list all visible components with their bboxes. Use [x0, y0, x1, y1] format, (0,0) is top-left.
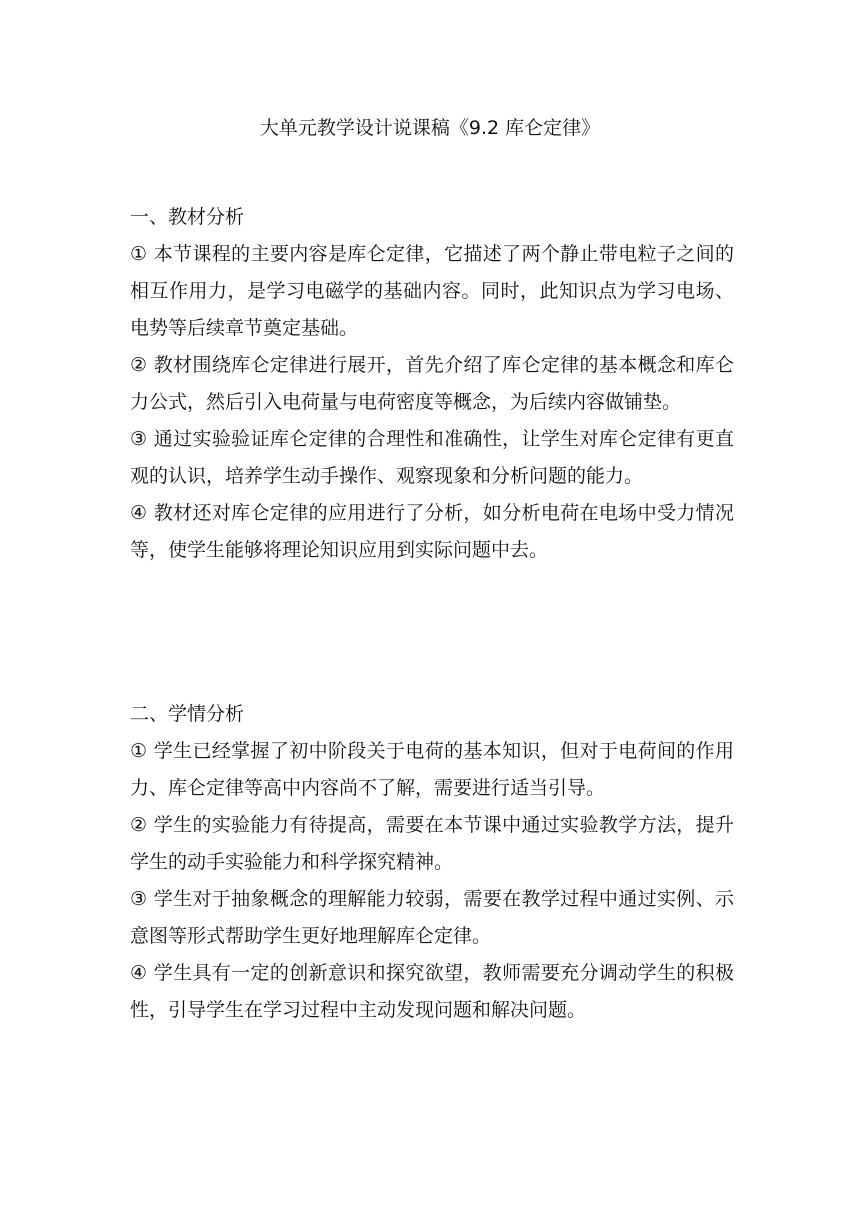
- document-title: 大单元教学设计说课稿《9.2 库仑定律》: [259, 117, 601, 139]
- section-student-analysis: [130, 697, 734, 1029]
- section-heading: 一、教材分析: [130, 206, 245, 228]
- section-textbook-analysis: [130, 200, 734, 569]
- paragraph: ③ 通过实验验证库仑定律的合理性和准确性，让学生对库仑定律有更直观的认识，培养学生动手操作、观察现象和分析问题的能力。: [130, 428, 734, 487]
- paragraph: ② 学生的实验能力有待提高，需要在本节课中通过实验教学方法，提升学生的动手实验能力和科学探究精神。: [130, 814, 734, 873]
- paragraph: ① 本节课程的主要内容是库仑定律，它描述了两个静止带电粒子之间的相互作用力，是学习电磁学的基础内容。同时，此知识点为学习电场、电势等后续章节奠定基础。: [130, 243, 734, 339]
- paragraph: ① 学生已经掌握了初中阶段关于电荷的基本知识，但对于电荷间的作用力、库仑定律等高中内容尚不了解，需要进行适当引导。: [130, 740, 734, 799]
- paragraph: ③ 学生对于抽象概念的理解能力较弱，需要在教学过程中通过实例、示意图等形式帮助学生更好地理解库仑定律。: [130, 888, 734, 947]
- paragraph: ② 教材围绕库仑定律进行展开，首先介绍了库仑定律的基本概念和库仑力公式，然后引入电荷量与电荷密度等概念，为后续内容做铺垫。: [130, 354, 734, 413]
- section-heading: 二、学情分析: [130, 703, 245, 725]
- paragraph: ④ 学生具有一定的创新意识和探究欲望，教师需要充分调动学生的积极性，引导学生在学习过程中主动发现问题和解决问题。: [130, 962, 734, 1021]
- paragraph: ④ 教材还对库仑定律的应用进行了分析，如分析电荷在电场中受力情况等，使学生能够将理论知识应用到实际问题中去。: [130, 502, 734, 561]
